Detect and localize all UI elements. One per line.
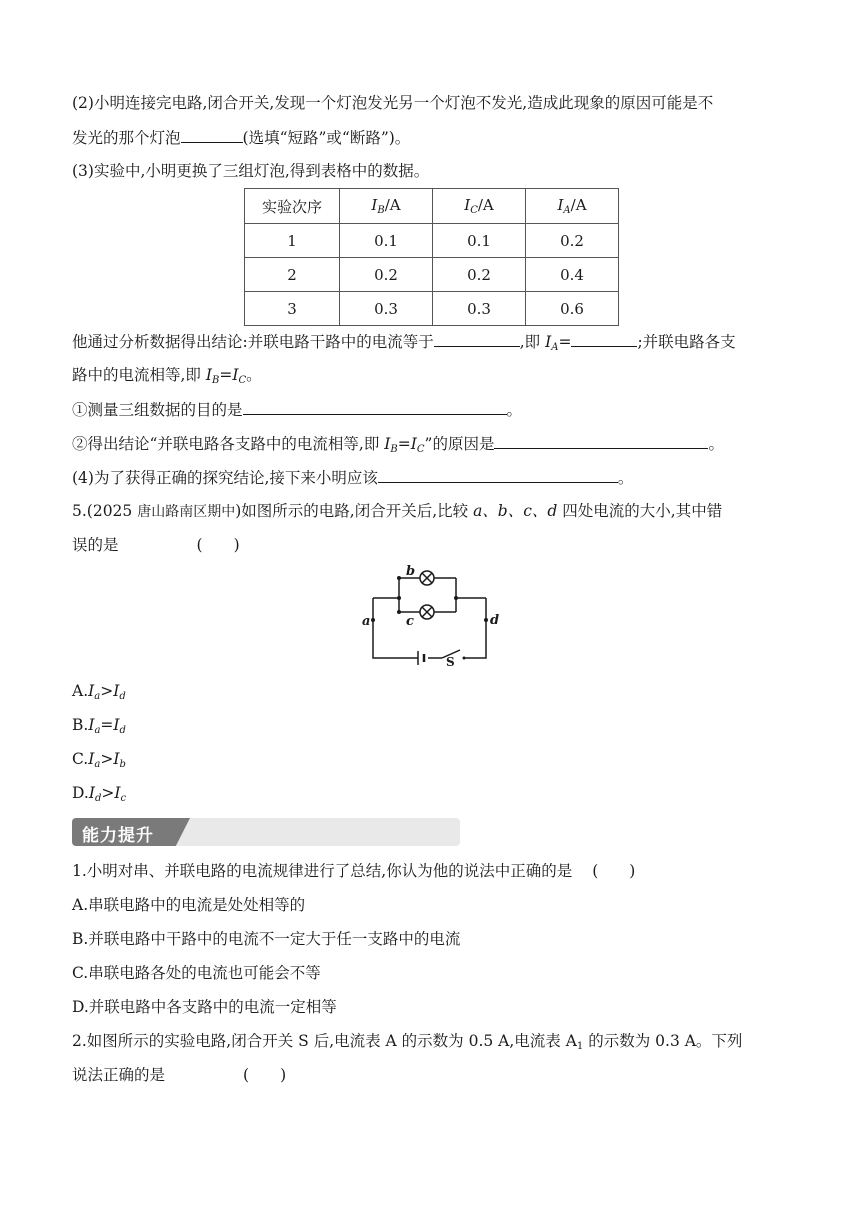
label-a: a: [362, 614, 371, 629]
item2-text: ②得出结论“并联电路各支路中的电流相等,即: [72, 435, 385, 453]
node-dot: [397, 610, 401, 614]
q5-option-c[interactable]: $C.I_a>I_b$: [72, 750, 126, 770]
table-cell: 0.1: [340, 224, 433, 258]
q5-stem-a: )如图所示的电路,闭合开关后,比较: [235, 502, 474, 520]
q4-part2-line1: [72, 92, 713, 114]
item1-text: ①测量三组数据的目的是: [72, 401, 243, 419]
q4-part3-text: (3)实验中,小明更换了三组灯泡,得到表格中的数据。: [72, 162, 430, 180]
node-dot: [463, 657, 466, 660]
item2-end: 。: [708, 435, 724, 453]
q5-source: 唐山路南区期中: [137, 504, 236, 520]
q5-option-d[interactable]: $D.I_d>I_c$: [72, 784, 127, 804]
table-header-ic: $I_C/A$: [433, 189, 526, 224]
label-c: c: [406, 614, 414, 629]
ab2-stem-line1: [72, 1030, 742, 1058]
ab1-stem-text: 1.小明对串、并联电路的电流规律进行了总结,你认为他的说法中正确的是: [72, 862, 573, 880]
q4-part3-line: [72, 160, 429, 182]
item2-line: ②得出结论“并联电路各支路中的电流相等,即 $I_B=I_C$”的原因是 。: [72, 432, 724, 461]
answer-blank-short-circuit[interactable]: [181, 126, 243, 143]
conclusion-text-a: 他通过分析数据得出结论:并联电路干路中的电流等于: [72, 333, 434, 351]
table-cell: 3: [245, 292, 340, 326]
q4-part4-text: (4)为了获得正确的探究结论,接下来小明应该: [72, 469, 378, 487]
q5-number: 5.(2025: [72, 502, 138, 520]
q5-option-b[interactable]: $B.I_a=I_d$: [72, 716, 126, 736]
ab1-option-a[interactable]: A.串联电路中的电流是处处相等的: [72, 896, 306, 914]
table-cell: 0.3: [340, 292, 433, 326]
label-d: d: [490, 613, 500, 628]
table-cell: 0.2: [340, 258, 433, 292]
q4-part2-line2: [72, 126, 410, 149]
table-cell: 1: [245, 224, 340, 258]
q5-stem-b: 四处电流的大小,其中错: [557, 502, 723, 520]
node-dot: [397, 596, 401, 600]
q5-answer-paren[interactable]: ( ): [196, 536, 240, 554]
q4-part4-line: [72, 466, 633, 489]
ab2-answer-paren[interactable]: ( ): [243, 1066, 287, 1084]
conclusion-text-c: ;并联电路各支: [637, 333, 736, 351]
conclusion-text-d: 路中的电流相等,即: [72, 366, 206, 384]
q5-vars: a、b、c、d: [473, 502, 558, 520]
label-b: b: [406, 564, 416, 579]
conclusion-line1: [72, 330, 736, 359]
q5-stem-line2: [72, 534, 240, 556]
data-table: [244, 188, 619, 326]
ab1-answer-paren[interactable]: ( ): [592, 862, 636, 880]
q5-stem-c: 误的是: [72, 536, 119, 554]
circuit-diagram: [360, 562, 500, 666]
conclusion-text-b: ,即: [519, 333, 546, 351]
node-dot: [484, 618, 488, 622]
answer-blank-next-step[interactable]: [378, 466, 618, 483]
item2-mid: ”的原因是: [424, 435, 495, 453]
q4-part4-end: 。: [617, 469, 634, 487]
ab1-option-c[interactable]: C.串联电路各处的电流也可能会不等: [72, 964, 321, 982]
q4-part2-text-post: (选填“短路”或“断路”)。: [242, 129, 411, 147]
table-header-trial: 实验次序: [245, 189, 340, 224]
q4-part2-text: (2)小明连接完电路,闭合开关,发现一个灯泡发光另一个灯泡不发光,造成此现象的原因可能是不: [72, 94, 714, 112]
table-row: [245, 224, 619, 258]
ab2-stem-b: 的示数为 0.3 A。下列: [583, 1032, 743, 1050]
table-header-row: [245, 189, 619, 224]
ab2-stem-c: 说法正确的是: [72, 1066, 166, 1084]
conclusion-line2: 路中的电流相等,即 $I_B=I_C$。: [72, 366, 262, 386]
node-dot: [371, 618, 375, 622]
equals-sign: =: [558, 333, 572, 351]
answer-blank-ia-formula[interactable]: [571, 330, 637, 347]
q5-stem-line1: [72, 500, 722, 523]
table-cell: 0.2: [526, 224, 619, 258]
table-cell: 0.4: [526, 258, 619, 292]
table-row: [245, 258, 619, 292]
q5-option-a[interactable]: $A.I_a>I_d$: [72, 682, 126, 702]
ab2-stem-line2: [72, 1064, 286, 1086]
ab1-option-b[interactable]: B.并联电路中干路中的电流不一定大于任一支路中的电流: [72, 930, 461, 948]
ab1-option-d[interactable]: D.并联电路中各支路中的电流一定相等: [72, 998, 337, 1016]
table-cell: 0.1: [433, 224, 526, 258]
table-cell: 0.6: [526, 292, 619, 326]
table-row: [245, 292, 619, 326]
var-i: I: [545, 333, 552, 351]
table-cell: 0.2: [433, 258, 526, 292]
table-header-ia: $I_A/A$: [526, 189, 619, 224]
var-sub-a: A: [551, 342, 559, 353]
table-header-ib: $I_B/A$: [340, 189, 433, 224]
q4-part2-text-pre: 发光的那个灯泡: [72, 129, 181, 147]
item1-line: [72, 398, 522, 421]
node-dot: [454, 596, 458, 600]
table-cell: 2: [245, 258, 340, 292]
node-dot: [397, 576, 401, 580]
answer-blank-trunk-current[interactable]: [434, 330, 520, 347]
section-heading-title: 能力提升: [82, 826, 154, 846]
answer-blank-purpose[interactable]: [243, 398, 507, 415]
ab2-ammeter-sub: 1: [576, 1041, 584, 1052]
table-cell: 0.3: [433, 292, 526, 326]
section-heading: [72, 818, 460, 846]
label-switch: S: [446, 655, 455, 666]
ab2-stem-a: 2.如图所示的实验电路,闭合开关 S 后,电流表 A 的示数为 0.5 A,电流表 A: [72, 1032, 577, 1050]
ab1-stem: [72, 860, 635, 882]
item1-end: 。: [506, 401, 523, 419]
conclusion-text-end: 。: [246, 366, 262, 384]
answer-blank-reason[interactable]: [494, 432, 708, 449]
